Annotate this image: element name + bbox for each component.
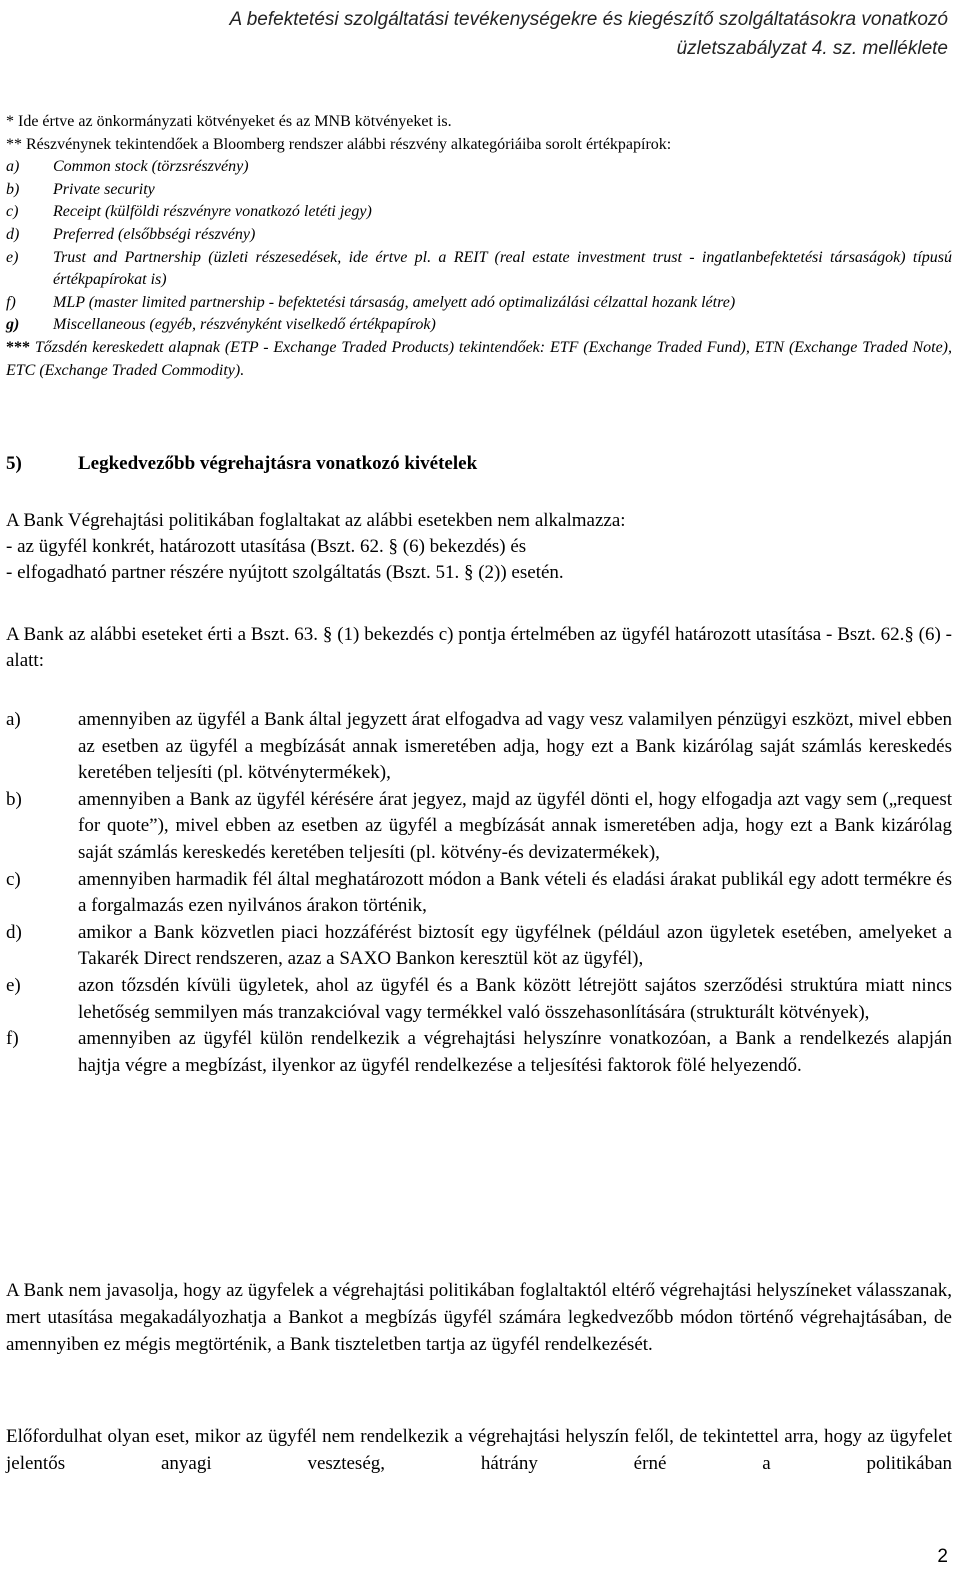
note-item-label: d)	[6, 225, 20, 243]
list-item-text: azon tőzsdén kívüli ügyletek, ahol az ügyfél és a Bank között létrejött sajátos szerződési struktúra miatt nincs lehetőség semmilyen más tranzakcióval vagy termékkel való összehasonlítására (strukturált kötvények),	[78, 974, 952, 1023]
note-item-label: g)	[6, 316, 20, 334]
footnote-3-text: Tőzsdén kereskedett alapnak (ETP - Exchange Traded Products) tekintendőek: ETF (Exchange Traded Fund), ETN (Exchange Traded Note), ETC (Exchange Traded Commodity).	[6, 338, 952, 379]
list-item-text: amikor a Bank közvetlen piaci hozzáférést biztosít egy ügyfélnek (például azon ügyletek esetében, amelyeket a Takarék Direct rendszeren, azaz a SAXO Bankon keresztül köt az ügyfél),	[78, 921, 952, 970]
note-item-label: a)	[6, 158, 20, 176]
recommendation-text: A Bank nem javasolja, hogy az ügyfelek a végrehajtási politikában foglaltaktól eltérő végrehajtási helyszíneket válasszanak, mert utasítása megakadályozhatja a Bankot a megbízás ügyfél számára legkedvezőbb módon történő végrehajtásában, de amennyiben ez mégis megtörténik, a Bank tiszteletben tartja az ügyfél rendelkezését.	[6, 1280, 952, 1355]
list-item-text: amennyiben az ügyfél külön rendelkezik a végrehajtási helyszínre vonatkozóan, a Bank a rendelkezés alapján hajtja végre a megbízást, ilyenkor az ügyfél rendelkezése a teljesítési faktorok fölé helyezendő.	[78, 1028, 952, 1076]
note-item	[6, 314, 952, 337]
note-item	[6, 179, 952, 202]
list-item-label: a)	[6, 709, 21, 730]
instruction-paragraph	[6, 622, 952, 674]
list-item-label: e)	[6, 974, 21, 996]
list-item-label: c)	[6, 868, 21, 890]
list-item-label: d)	[6, 921, 22, 943]
list-item-label: b)	[6, 788, 22, 810]
recommendation-paragraph	[6, 1277, 952, 1358]
note-item-label: f)	[6, 293, 16, 311]
note-item	[6, 247, 952, 292]
note-item-text: Preferred (elsőbbségi részvény)	[53, 225, 256, 243]
header-line-2: üzletszabályzat 4. sz. melléklete	[676, 38, 948, 59]
section-number: 5)	[6, 453, 22, 474]
closing-text: Előfordulhat olyan eset, mikor az ügyfél nem rendelkezik a végrehajtási helyszín felől, de tekintettel arra, hogy az ügyfelet jelentős anyagi veszteség, hátrány érné a politikában	[6, 1426, 952, 1474]
footnote-3-marker: ***	[6, 338, 30, 356]
note-item-text: Private security	[53, 180, 155, 198]
list-item-text: amennyiben az ügyfél a Bank által jegyzett árat elfogadva ad vagy vesz valamilyen pénzügyi eszközt, mivel ebben az esetben az ügyfél a megbízását annak ismeretében adja, hogy ezt a Bank kizárólag saját számlás kereskedés keretében teljesíti (pl. kötvénytermékek),	[78, 709, 952, 784]
list-item	[6, 707, 952, 787]
list-item	[6, 1026, 952, 1079]
note-item-label: e)	[6, 248, 19, 266]
list-item-label: f)	[6, 1028, 19, 1050]
footnotes	[6, 111, 952, 382]
note-item	[6, 224, 952, 247]
note-item-label: c)	[6, 203, 19, 221]
header-line-1: A befektetési szolgáltatási tevékenységekre és kiegészítő szolgáltatásokra vonatkozó	[229, 9, 948, 30]
footnote-3	[6, 337, 952, 382]
note-item-text: Receipt (külföldi részvényre vonatkozó letéti jegy)	[53, 203, 372, 221]
footnote-1: * Ide értve az önkormányzati kötvényeket és az MNB kötvényeket is.	[6, 113, 452, 130]
list-item-text: amennyiben a Bank az ügyfél kérésére árat jegyez, majd az ügyfél dönti el, hogy elfogadja azt vagy sem („request for quote”), mivel ebben az esetben az ügyfél a megbízását annak ismeretében adja, hogy ezt a Bank kizárólag saját számlás kereskedés keretében teljesíti (pl. kötvény-és devizatermékek),	[78, 788, 952, 863]
page-header	[80, 5, 948, 63]
list-item	[6, 787, 952, 867]
note-item	[6, 292, 952, 315]
note-item-text: MLP (master limited partnership - befektetési társaság, amelyett adó optimalizálási célzattal hozank létre)	[53, 293, 736, 311]
list-item	[6, 920, 952, 973]
cases-list	[6, 707, 952, 1079]
instruction-text: A Bank az alábbi eseteket érti a Bszt. 63. § (1) bekezdés c) pontja értelmében az ügyfél határozott utasítása - Bszt. 62.§ (6) - alatt:	[6, 624, 952, 671]
note-item-text: Trust and Partnership (üzleti részesedések, ide értve pl. a REIT (real estate investment trust - ingatlanbefektetési társaságok) típusú értékpapírokat is)	[53, 248, 952, 289]
note-item	[6, 156, 952, 179]
note-item-text: Common stock (törzsrészvény)	[53, 158, 249, 176]
list-item	[6, 867, 952, 920]
footnote-2: ** Részvénynek tekintendőek a Bloomberg rendszer alábbi részvény alkategóriáiba sorolt értékpapírok:	[6, 135, 672, 153]
exceptions-intro	[6, 508, 952, 586]
section-title: Legkedvezőbb végrehajtásra vonatkozó kivételek	[78, 453, 478, 474]
note-item-label: b)	[6, 180, 20, 198]
intro-line-3: - elfogadható partner részére nyújtott szolgáltatás (Bszt. 51. § (2)) esetén.	[6, 562, 564, 583]
note-item-text: Miscellaneous (egyéb, részvényként viselkedő értékpapírok)	[53, 316, 436, 334]
page-number: 2	[937, 1546, 948, 1567]
section-heading	[6, 451, 477, 477]
list-item-text: amennyiben harmadik fél által meghatározott módon a Bank vételi és eladási árakat publikál egy adott termékre és a forgalmazás ezen nyilvános árakon történik,	[78, 868, 952, 917]
intro-line-2: - az ügyfél konkrét, határozott utasítása (Bszt. 62. § (6) bekezdés) és	[6, 536, 527, 557]
list-item	[6, 973, 952, 1026]
intro-line-1: A Bank Végrehajtási politikában foglaltakat az alábbi esetekben nem alkalmazza:	[6, 510, 626, 531]
closing-paragraph	[6, 1423, 952, 1477]
note-item	[6, 201, 952, 224]
